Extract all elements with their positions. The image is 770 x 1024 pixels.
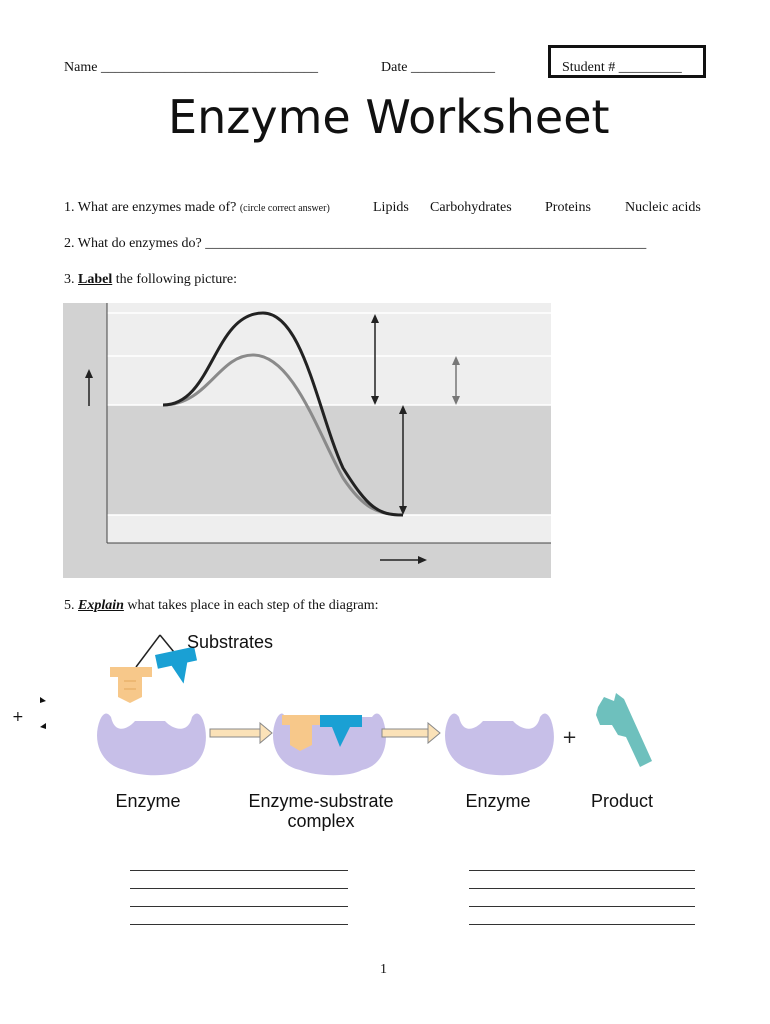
q5-bold-word: Explain <box>78 598 124 613</box>
enzyme-2-label: Enzyme <box>465 791 531 811</box>
name-field[interactable] <box>64 60 318 76</box>
answer-line-left-3[interactable] <box>130 906 348 907</box>
student-label: Student # <box>562 60 616 75</box>
student-number-field[interactable] <box>562 60 682 76</box>
enzyme-diagram <box>0 625 770 805</box>
date-blank[interactable]: ____________ <box>410 60 495 75</box>
answer-line-left-2[interactable] <box>130 888 348 889</box>
date-label: Date <box>381 60 408 75</box>
q5-number: 5. <box>64 598 75 613</box>
answer-line-right-2[interactable] <box>469 888 695 889</box>
answer-line-right-4[interactable] <box>469 924 695 925</box>
q5-text: what takes place in each step of the diagram: <box>127 598 379 613</box>
answer-line-left-4[interactable] <box>130 924 348 925</box>
arrow-2-icon <box>382 723 440 743</box>
name-blank[interactable]: _______________________________ <box>100 60 318 75</box>
q1-option-nucleic-acids[interactable]: Nucleic acids <box>625 200 701 215</box>
product-icon <box>596 693 652 767</box>
svg-text:+: + <box>12 709 24 725</box>
q3-bold-word: Label <box>78 272 113 287</box>
q2-answer-blank[interactable]: _______________________________________________________________ <box>205 236 647 251</box>
answer-line-right-3[interactable] <box>469 906 695 907</box>
q1-hint: (circle correct answer) <box>239 203 330 214</box>
orange-substrate-icon <box>110 667 152 703</box>
complex-label <box>240 791 402 831</box>
student-blank[interactable]: _________ <box>618 60 682 75</box>
complex-label-line2: complex <box>287 811 355 831</box>
page-number: 1 <box>380 962 387 977</box>
q1-option-carbohydrates[interactable]: Carbohydrates <box>430 200 512 215</box>
q1-text: What are enzymes made of? <box>77 200 237 215</box>
question-1 <box>64 200 330 216</box>
enzyme-icon <box>97 713 206 775</box>
plus-sign: + <box>562 727 578 748</box>
lower-band <box>107 515 551 543</box>
q1-number: 1. <box>64 200 75 215</box>
q1-option-lipids[interactable]: Lipids <box>373 200 409 215</box>
question-2 <box>64 236 646 252</box>
q3-text: the following picture: <box>115 272 238 287</box>
question-5 <box>64 598 379 614</box>
date-field[interactable] <box>381 60 495 76</box>
enzyme-substrate-complex-icon <box>273 713 386 775</box>
answer-line-right-1[interactable] <box>469 870 695 871</box>
q2-number: 2. <box>64 236 75 251</box>
q2-text: What do enzymes do? <box>77 236 202 251</box>
name-label: Name <box>64 60 98 75</box>
q1-option-proteins[interactable]: Proteins <box>545 200 591 215</box>
complex-label-line1: Enzyme-substrate <box>248 791 394 811</box>
page-title: Enzyme Worksheet <box>168 90 610 144</box>
enzyme-label: Enzyme <box>115 791 181 811</box>
upper-band <box>107 303 551 405</box>
substrates-label: Substrates <box>187 632 274 652</box>
energy-diagram <box>63 303 551 578</box>
q3-number: 3. <box>64 272 75 287</box>
enzyme-2-icon <box>445 713 554 775</box>
arrow-1-icon <box>210 723 272 743</box>
middle-band <box>107 405 551 515</box>
product-label: Product <box>590 791 654 811</box>
question-3 <box>64 272 237 288</box>
answer-line-left-1[interactable] <box>130 870 348 871</box>
